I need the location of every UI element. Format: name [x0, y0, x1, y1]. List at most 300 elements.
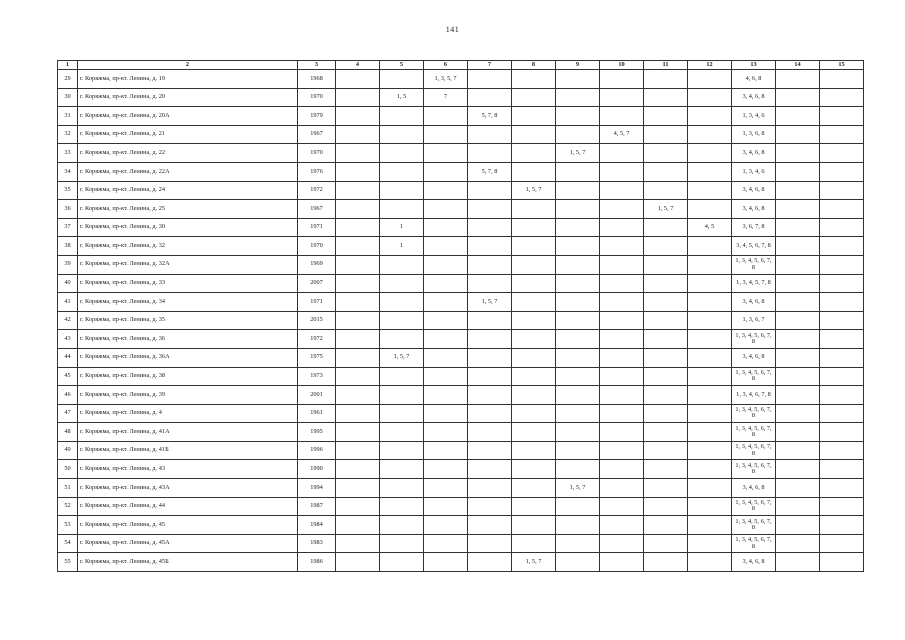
table-cell	[380, 441, 424, 460]
table-cell	[556, 367, 600, 386]
table-row	[58, 516, 864, 535]
table-row	[58, 423, 864, 442]
table-cell	[556, 404, 600, 423]
table-cell: 1	[380, 237, 424, 256]
table-row	[58, 88, 864, 107]
table-cell: 1, 3, 6, 7	[732, 311, 776, 330]
table-cell: 1	[380, 218, 424, 237]
table-cell	[468, 125, 512, 144]
table-cell	[556, 88, 600, 107]
table-cell	[776, 218, 820, 237]
table-cell	[424, 497, 468, 516]
table-row	[58, 479, 864, 498]
table-cell	[688, 367, 732, 386]
table-cell	[512, 497, 556, 516]
table-cell	[820, 311, 864, 330]
row-number-cell: 47	[58, 404, 78, 423]
table-cell	[600, 162, 644, 181]
year-cell: 1975	[298, 348, 336, 367]
table-cell	[380, 162, 424, 181]
year-cell: 1976	[298, 162, 336, 181]
table-cell: 3, 4, 6, 8	[732, 479, 776, 498]
table-cell	[556, 200, 600, 219]
table-cell	[380, 330, 424, 349]
address-cell: г. Коряжма, пр-кт. Ленина, д. 22А	[78, 162, 298, 181]
table-cell: 1, 5, 7	[512, 553, 556, 572]
table-cell	[512, 534, 556, 553]
table-cell	[688, 181, 732, 200]
table-cell	[424, 534, 468, 553]
table-cell	[556, 516, 600, 535]
row-number-cell: 48	[58, 423, 78, 442]
table-cell	[380, 423, 424, 442]
address-cell: г. Коряжма, пр-кт. Ленина, д. 21	[78, 125, 298, 144]
table-cell	[512, 516, 556, 535]
table-cell	[820, 479, 864, 498]
table-row	[58, 386, 864, 405]
table-cell	[820, 534, 864, 553]
table-cell	[512, 162, 556, 181]
year-cell: 1972	[298, 181, 336, 200]
row-number-cell: 30	[58, 88, 78, 107]
table-cell	[556, 218, 600, 237]
address-cell: г. Коряжма, пр-кт. Ленина, д. 41Б	[78, 441, 298, 460]
table-cell	[380, 386, 424, 405]
table-cell: 1, 3, 4, 5, 6, 7, 8	[732, 460, 776, 479]
table-cell	[556, 125, 600, 144]
table-cell	[776, 553, 820, 572]
table-cell	[468, 181, 512, 200]
table-cell	[600, 460, 644, 479]
table-cell	[556, 70, 600, 89]
table-cell	[820, 497, 864, 516]
table-cell	[688, 88, 732, 107]
table-cell	[424, 218, 468, 237]
table-cell	[644, 274, 688, 293]
row-number-cell: 38	[58, 237, 78, 256]
table-cell	[820, 386, 864, 405]
row-number-cell: 29	[58, 70, 78, 89]
table-cell	[644, 144, 688, 163]
table-cell	[512, 460, 556, 479]
address-cell: г. Коряжма, пр-кт. Ленина, д. 22	[78, 144, 298, 163]
table-cell	[556, 293, 600, 312]
table-cell	[336, 162, 380, 181]
table-cell	[600, 479, 644, 498]
table-cell	[688, 293, 732, 312]
table-cell	[776, 311, 820, 330]
table-cell	[468, 144, 512, 163]
table-cell	[644, 553, 688, 572]
table-cell	[776, 200, 820, 219]
table-cell	[644, 367, 688, 386]
table-cell	[424, 274, 468, 293]
table-cell	[556, 162, 600, 181]
table-cell	[600, 497, 644, 516]
table-cell	[336, 293, 380, 312]
table-row	[58, 237, 864, 256]
table-cell	[468, 255, 512, 274]
year-cell: 1971	[298, 293, 336, 312]
table-cell	[424, 553, 468, 572]
table-cell	[512, 404, 556, 423]
row-number-cell: 36	[58, 200, 78, 219]
table-cell	[600, 367, 644, 386]
year-cell: 1996	[298, 441, 336, 460]
table-cell	[644, 348, 688, 367]
row-number-cell: 55	[58, 553, 78, 572]
table-cell	[776, 293, 820, 312]
table-cell	[820, 348, 864, 367]
table-cell	[688, 441, 732, 460]
table-cell	[512, 441, 556, 460]
table-row	[58, 144, 864, 163]
table-cell	[336, 423, 380, 442]
table-cell	[380, 274, 424, 293]
table-cell	[380, 311, 424, 330]
column-header-8: 8	[512, 61, 556, 70]
table-cell	[468, 88, 512, 107]
table-cell	[776, 88, 820, 107]
table-cell	[688, 460, 732, 479]
table-cell	[556, 460, 600, 479]
table-cell	[776, 330, 820, 349]
address-cell: г. Коряжма, пр-кт. Ленина, д. 32	[78, 237, 298, 256]
table-cell	[644, 88, 688, 107]
table-cell: 1, 5	[380, 88, 424, 107]
table-cell	[512, 311, 556, 330]
table-cell	[688, 107, 732, 126]
address-cell: г. Коряжма, пр-кт. Ленина, д. 24	[78, 181, 298, 200]
table-cell	[688, 497, 732, 516]
table-cell	[468, 497, 512, 516]
table-cell	[776, 460, 820, 479]
column-header-4: 4	[336, 61, 380, 70]
table-cell	[336, 497, 380, 516]
table-cell	[820, 218, 864, 237]
table-row	[58, 200, 864, 219]
table-cell	[644, 237, 688, 256]
table-cell: 7	[424, 88, 468, 107]
address-cell: г. Коряжма, пр-кт. Ленина, д. 43А	[78, 479, 298, 498]
table-cell: 3, 4, 6, 8	[732, 348, 776, 367]
table-cell: 1, 3, 4, 5, 7, 8	[732, 274, 776, 293]
table-cell	[820, 107, 864, 126]
table-cell	[688, 404, 732, 423]
table-cell	[776, 125, 820, 144]
table-cell	[776, 497, 820, 516]
row-number-cell: 50	[58, 460, 78, 479]
table-cell	[468, 553, 512, 572]
year-cell: 1995	[298, 423, 336, 442]
table-cell: 5, 7, 8	[468, 107, 512, 126]
table-cell	[820, 125, 864, 144]
table-cell	[468, 218, 512, 237]
table-cell	[336, 516, 380, 535]
table-row	[58, 404, 864, 423]
table-cell	[820, 274, 864, 293]
table-cell: 3, 4, 6, 8	[732, 553, 776, 572]
table-cell	[776, 348, 820, 367]
table-cell	[336, 200, 380, 219]
table-cell	[600, 200, 644, 219]
table-cell	[380, 516, 424, 535]
column-header-14: 14	[776, 61, 820, 70]
table-cell	[688, 311, 732, 330]
table-cell	[644, 107, 688, 126]
address-cell: г. Коряжма, пр-кт. Ленина, д. 30	[78, 218, 298, 237]
table-cell	[336, 441, 380, 460]
table-cell	[820, 553, 864, 572]
table-cell	[424, 423, 468, 442]
table-cell	[512, 107, 556, 126]
table-cell: 3, 4, 6, 8	[732, 200, 776, 219]
year-cell: 1973	[298, 367, 336, 386]
year-cell: 1970	[298, 144, 336, 163]
table-cell	[688, 534, 732, 553]
row-number-cell: 54	[58, 534, 78, 553]
table-cell	[820, 404, 864, 423]
table-cell	[820, 441, 864, 460]
column-header-12: 12	[688, 61, 732, 70]
table-row	[58, 367, 864, 386]
table-cell	[688, 70, 732, 89]
table-cell	[556, 181, 600, 200]
table-cell: 4, 5	[688, 218, 732, 237]
table-cell: 3, 4, 6, 8	[732, 88, 776, 107]
table-cell: 4, 5, 7	[600, 125, 644, 144]
table-cell	[336, 107, 380, 126]
column-header-9: 9	[556, 61, 600, 70]
year-cell: 2007	[298, 274, 336, 293]
table-cell	[820, 162, 864, 181]
table-row	[58, 107, 864, 126]
table-cell	[644, 218, 688, 237]
row-number-cell: 49	[58, 441, 78, 460]
year-cell: 2015	[298, 311, 336, 330]
table-cell	[380, 70, 424, 89]
table-cell	[424, 441, 468, 460]
table-cell	[512, 88, 556, 107]
address-cell: г. Коряжма, пр-кт. Ленина, д. 41А	[78, 423, 298, 442]
table-cell	[468, 367, 512, 386]
table-cell	[424, 107, 468, 126]
table-cell	[336, 125, 380, 144]
table-row	[58, 125, 864, 144]
table-cell	[820, 88, 864, 107]
table-cell	[336, 330, 380, 349]
table-cell	[336, 386, 380, 405]
table-cell	[424, 311, 468, 330]
table-cell	[644, 404, 688, 423]
year-cell: 1967	[298, 125, 336, 144]
table-cell	[468, 70, 512, 89]
page-number: 141	[445, 25, 460, 34]
table-cell: 1, 3, 5, 7	[424, 70, 468, 89]
table-cell	[556, 423, 600, 442]
table-cell	[688, 125, 732, 144]
table-cell	[688, 237, 732, 256]
table-cell	[512, 255, 556, 274]
year-cell: 1986	[298, 553, 336, 572]
table-cell: 1, 5, 7	[512, 181, 556, 200]
table-cell: 1, 3, 4, 6, 7, 8	[732, 386, 776, 405]
table-row	[58, 293, 864, 312]
row-number-cell: 32	[58, 125, 78, 144]
table-cell	[468, 200, 512, 219]
table-cell	[468, 311, 512, 330]
table-cell	[688, 255, 732, 274]
table-cell	[820, 181, 864, 200]
table-cell	[600, 293, 644, 312]
table-cell	[776, 479, 820, 498]
table-cell: 1, 3, 4, 5, 6, 7, 8	[732, 255, 776, 274]
table-cell	[512, 348, 556, 367]
table-cell	[688, 330, 732, 349]
table-cell	[644, 460, 688, 479]
row-number-cell: 40	[58, 274, 78, 293]
table-cell	[468, 274, 512, 293]
table-cell	[336, 181, 380, 200]
table-cell	[688, 162, 732, 181]
table-cell: 5, 7, 8	[468, 162, 512, 181]
address-cell: г. Коряжма, пр-кт. Ленина, д. 38	[78, 367, 298, 386]
address-cell: г. Коряжма, пр-кт. Ленина, д. 34	[78, 293, 298, 312]
year-cell: 1971	[298, 218, 336, 237]
row-number-cell: 41	[58, 293, 78, 312]
table-cell	[820, 460, 864, 479]
table-row	[58, 311, 864, 330]
table-cell	[776, 181, 820, 200]
table-cell	[468, 534, 512, 553]
table-cell	[556, 107, 600, 126]
year-cell: 1972	[298, 330, 336, 349]
table-cell: 1, 3, 4, 5, 6, 7, 8	[732, 404, 776, 423]
table-cell: 1, 3, 4, 5, 6, 7, 8	[732, 497, 776, 516]
table-row	[58, 181, 864, 200]
column-header-6: 6	[424, 61, 468, 70]
table-cell	[336, 404, 380, 423]
year-cell: 1961	[298, 404, 336, 423]
row-number-cell: 37	[58, 218, 78, 237]
table-cell: 1, 5, 7	[644, 200, 688, 219]
address-cell: г. Коряжма, пр-кт. Ленина, д. 20	[78, 88, 298, 107]
table-cell	[556, 534, 600, 553]
address-cell: г. Коряжма, пр-кт. Ленина, д. 32А	[78, 255, 298, 274]
table-row	[58, 330, 864, 349]
table-cell	[512, 70, 556, 89]
table-cell	[776, 516, 820, 535]
address-cell: г. Коряжма, пр-кт. Ленина, д. 33	[78, 274, 298, 293]
row-number-cell: 51	[58, 479, 78, 498]
table-cell	[820, 367, 864, 386]
table-cell	[424, 367, 468, 386]
column-header-5: 5	[380, 61, 424, 70]
column-header-15: 15	[820, 61, 864, 70]
table-cell	[600, 386, 644, 405]
table-cell	[644, 386, 688, 405]
table-cell: 1, 3, 4, 5, 6, 7, 8	[732, 534, 776, 553]
table-row	[58, 553, 864, 572]
table-cell: 3, 4, 6, 8	[732, 293, 776, 312]
address-cell: г. Коряжма, пр-кт. Ленина, д. 4	[78, 404, 298, 423]
table-cell	[688, 144, 732, 163]
table-cell	[424, 255, 468, 274]
table-cell	[512, 237, 556, 256]
address-cell: г. Коряжма, пр-кт. Ленина, д. 36А	[78, 348, 298, 367]
table-cell	[688, 479, 732, 498]
table-cell	[424, 125, 468, 144]
table-cell	[600, 441, 644, 460]
table-cell	[468, 479, 512, 498]
table-cell	[468, 441, 512, 460]
table-row	[58, 70, 864, 89]
row-number-cell: 34	[58, 162, 78, 181]
table-cell	[688, 553, 732, 572]
table-cell	[600, 311, 644, 330]
address-cell: г. Коряжма, пр-кт. Ленина, д. 36	[78, 330, 298, 349]
table-cell	[380, 553, 424, 572]
table-cell	[556, 255, 600, 274]
table-cell	[776, 237, 820, 256]
table-cell	[600, 423, 644, 442]
table-cell	[556, 348, 600, 367]
year-cell: 1970	[298, 237, 336, 256]
table-cell	[644, 441, 688, 460]
table-cell	[336, 274, 380, 293]
table-cell	[556, 330, 600, 349]
row-number-cell: 31	[58, 107, 78, 126]
table-cell	[600, 107, 644, 126]
table-cell: 1, 5, 7	[380, 348, 424, 367]
table-cell	[820, 330, 864, 349]
table-cell	[820, 423, 864, 442]
table-cell	[468, 330, 512, 349]
table-cell	[776, 534, 820, 553]
table-row	[58, 441, 864, 460]
table-cell	[468, 460, 512, 479]
table-cell	[600, 181, 644, 200]
table-cell: 1, 3, 4, 5, 6, 7, 8	[732, 330, 776, 349]
table-cell	[424, 516, 468, 535]
table-cell: 1, 5, 7	[556, 479, 600, 498]
year-cell: 1970	[298, 88, 336, 107]
address-cell: г. Коряжма, пр-кт. Ленина, д. 39	[78, 386, 298, 405]
table-cell: 1, 3, 4, 6	[732, 162, 776, 181]
table-cell	[600, 348, 644, 367]
table-cell	[380, 479, 424, 498]
table-cell	[424, 181, 468, 200]
year-cell: 1967	[298, 200, 336, 219]
table-cell	[644, 479, 688, 498]
column-header-3: 3	[298, 61, 336, 70]
table-cell	[556, 553, 600, 572]
table-cell	[820, 516, 864, 535]
table-cell	[424, 330, 468, 349]
year-cell: 1994	[298, 479, 336, 498]
table-cell	[556, 386, 600, 405]
table-cell	[336, 311, 380, 330]
table-cell: 4, 6, 8	[732, 70, 776, 89]
table-cell	[556, 441, 600, 460]
table-cell	[776, 255, 820, 274]
table-cell	[600, 255, 644, 274]
table-cell	[424, 162, 468, 181]
table-row	[58, 534, 864, 553]
header-row	[58, 61, 864, 70]
table-cell: 3, 4, 6, 8	[732, 181, 776, 200]
address-cell: г. Коряжма, пр-кт. Ленина, д. 45Б	[78, 553, 298, 572]
